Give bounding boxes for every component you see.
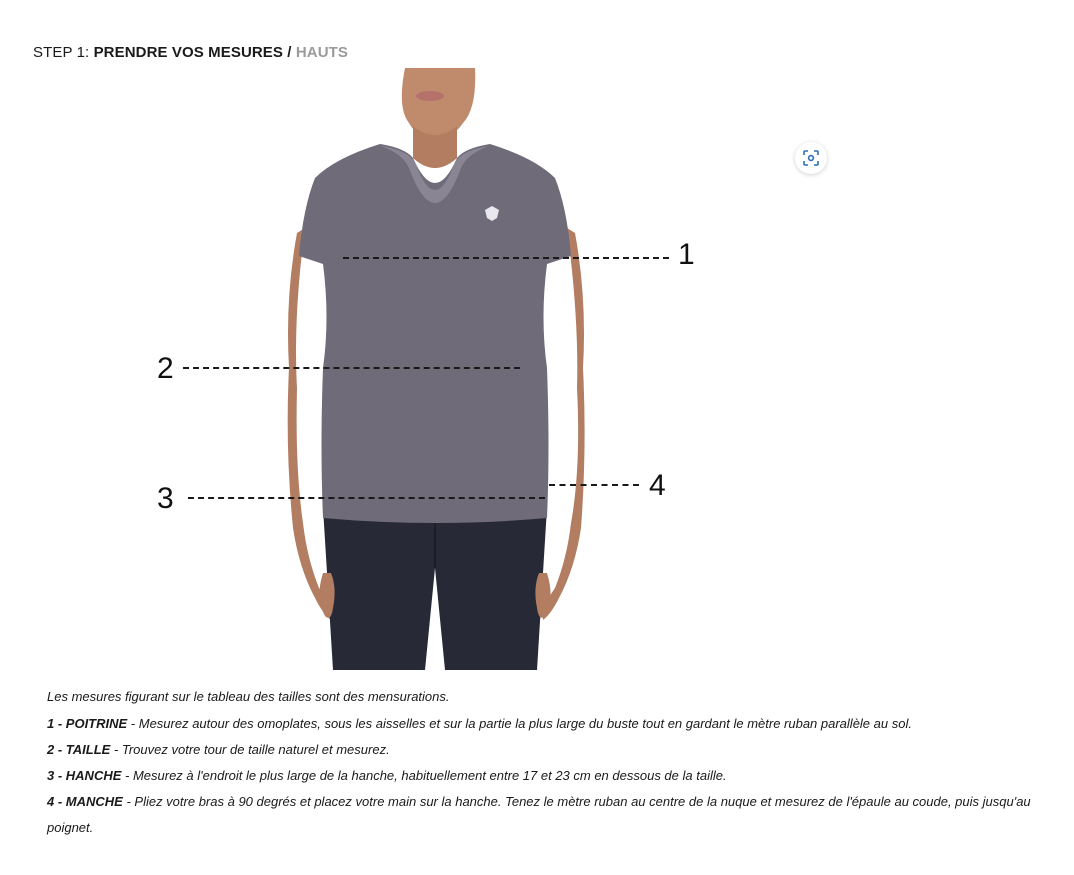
measure-line-3 [188, 497, 545, 499]
instruction-label: 4 - MANCHE [47, 794, 123, 809]
instruction-text: - Pliez votre bras à 90 degrés et placez votre main sur la hanche. Tenez le mètre ruban au centre de la nuque et mesurez de l'épaule au coude, puis jusqu'au poignet. [47, 794, 1031, 835]
instruction-item-taille [47, 737, 1057, 763]
instruction-text: - Mesurez autour des omoplates, sous les aisselles et sur la partie la plus large du buste tout en gardant le mètre ruban parallèle au sol. [127, 716, 912, 731]
zoom-scan-button[interactable] [795, 142, 827, 174]
instruction-item-hanche [47, 763, 1057, 789]
instruction-label: 2 - TAILLE [47, 742, 111, 757]
scan-icon [803, 150, 819, 166]
step-title: PRENDRE VOS MESURES [93, 44, 284, 61]
instruction-item-poitrine [47, 711, 1057, 737]
marker-number-2: 2 [157, 352, 174, 385]
measurement-instructions [47, 684, 1057, 841]
instructions-intro: Les mesures figurant sur le tableau des tailles sont des mensurations. [47, 689, 450, 704]
marker-number-1: 1 [678, 238, 695, 271]
marker-number-3: 3 [157, 482, 174, 515]
instruction-item-manche [47, 789, 1057, 841]
instruction-text: - Mesurez à l'endroit le plus large de la hanche, habituellement entre 17 et 23 cm en dessous de la taille. [121, 768, 727, 783]
instruction-label: 1 - POITRINE [47, 716, 128, 731]
step-label: STEP 1: [33, 44, 90, 61]
measurement-figure [0, 68, 1074, 670]
model-photo [285, 68, 585, 670]
instruction-text: - Trouvez votre tour de taille naturel et mesurez. [110, 742, 390, 757]
instruction-label: 3 - HANCHE [47, 768, 122, 783]
measure-line-1 [343, 257, 669, 259]
measure-line-4 [549, 484, 639, 486]
marker-number-4: 4 [649, 469, 666, 502]
step-separator: / [287, 44, 292, 61]
step-category: HAUTS [295, 44, 349, 61]
step-heading [33, 44, 348, 61]
measure-line-2 [183, 367, 520, 369]
